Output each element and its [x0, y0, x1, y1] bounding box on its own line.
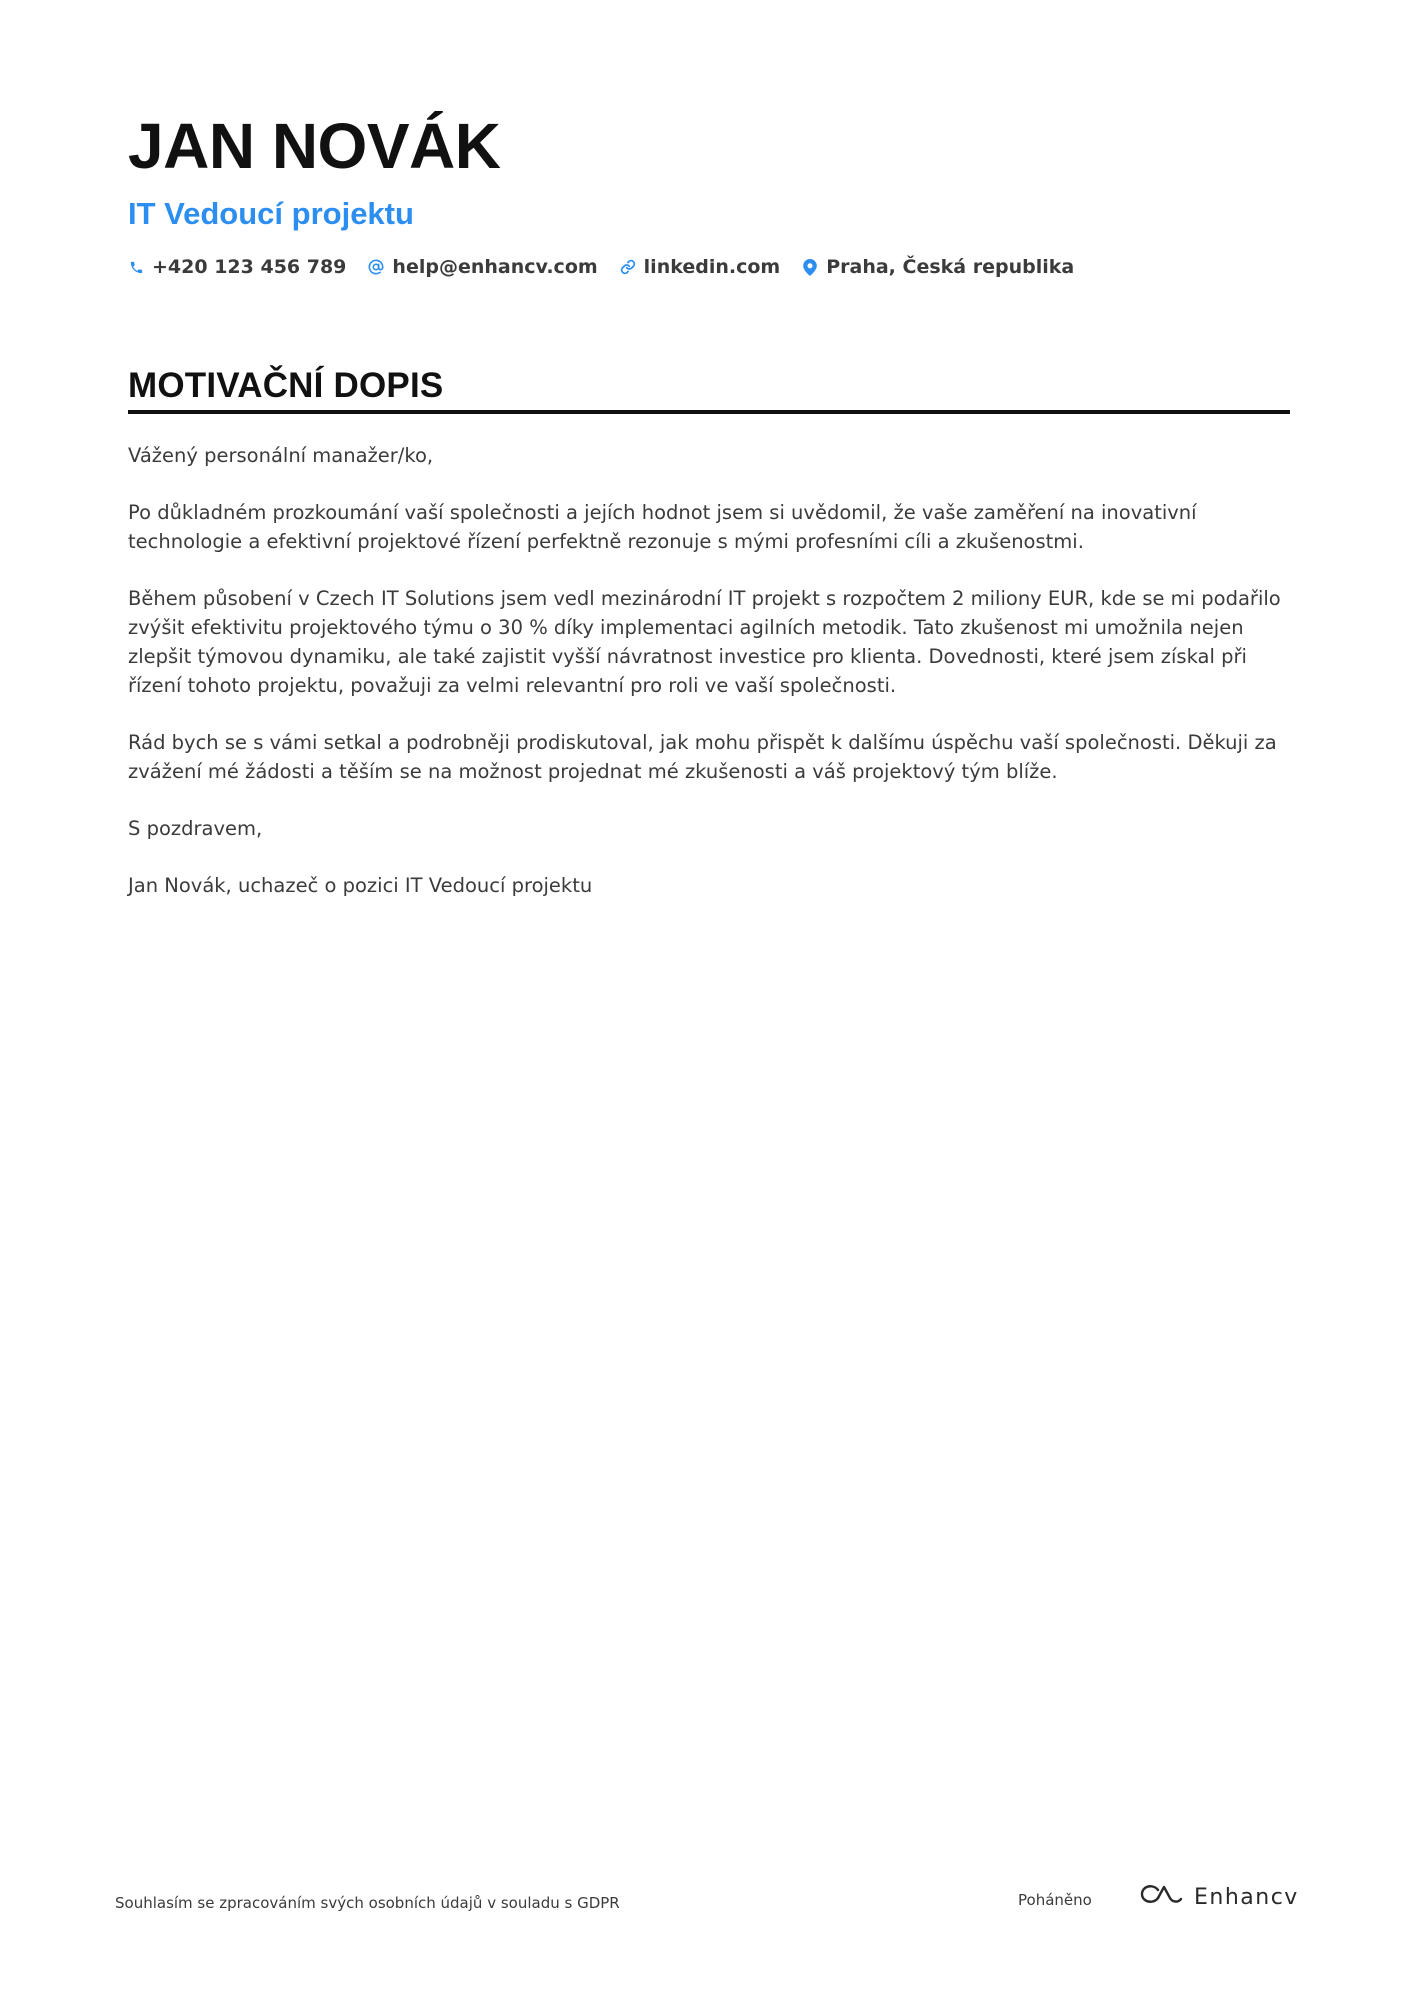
letter-paragraph-1: Po důkladném prozkoumání vaší společnosti a jejích hodnot jsem si uvědomil, že vaše zaměření na inovativní technologie a efektivní projektové řízení perfektně rezonuje s mými profesními cíli a zkušenostmi.: [128, 501, 1197, 553]
linkedin-text: linkedin.com: [643, 256, 781, 278]
link-icon: [620, 259, 636, 275]
letter-signature: Jan Novák, uchazeč o pozici IT Vedoucí projektu: [128, 874, 593, 897]
enhancv-logo-text: Enhancv: [1194, 1884, 1299, 1910]
map-pin-icon: [802, 259, 818, 275]
letter-paragraph-2: Během působení v Czech IT Solutions jsem vedl mezinárodní IT projekt s rozpočtem 2 miliony EUR, kde se mi podařilo zvýšit efektivitu projektového týmu o 30 % díky implementaci agilních metodik. Tato zkušenost mi umožnila nejen zlepšit týmovou dynamiku, ale také zajistit vyšší návratnost investice pro klienta. Dovednosti, které jsem získal při řízení tohoto projektu, považuji za velmi relevantní pro roli ve vaší společnosti.: [128, 587, 1281, 697]
contact-bar: [128, 256, 1288, 278]
powered-by-label: Poháněno: [1018, 1891, 1092, 1909]
header: [128, 108, 1288, 278]
contact-location: [802, 256, 1074, 278]
section-divider: [128, 410, 1290, 414]
enhancv-logo-icon: [1138, 1882, 1184, 1912]
candidate-role: IT Vedoucí projektu: [128, 196, 414, 231]
enhancv-logo[interactable]: [1138, 1882, 1299, 1912]
contact-linkedin: [620, 256, 781, 278]
candidate-name: JAN NOVÁK: [128, 110, 501, 182]
letter-paragraph-3: Rád bych se s vámi setkal a podrobněji prodiskutoval, jak mohu přispět k dalšímu úspěchu vaší společnosti. Děkuji za zvážení mé žádosti a těším se na možnost projednat mé zkušenosti a váš projektový tým blíže.: [128, 731, 1277, 783]
section-title: MOTIVAČNÍ DOPIS: [128, 366, 444, 405]
at-icon: [368, 259, 384, 275]
contact-email: [368, 256, 597, 278]
gdpr-consent-text: Souhlasím se zpracováním svých osobních údajů v souladu s GDPR: [115, 1894, 620, 1912]
email-text: help@enhancv.com: [392, 256, 598, 278]
letter-greeting: Vážený personální manažer/ko,: [128, 444, 434, 467]
phone-icon: [128, 259, 144, 275]
phone-text: +420 123 456 789: [152, 256, 347, 278]
letter-closing: S pozdravem,: [128, 817, 263, 840]
letter-body: [128, 441, 1293, 928]
location-text: Praha, Česká republika: [826, 256, 1075, 278]
contact-phone: [128, 256, 346, 278]
